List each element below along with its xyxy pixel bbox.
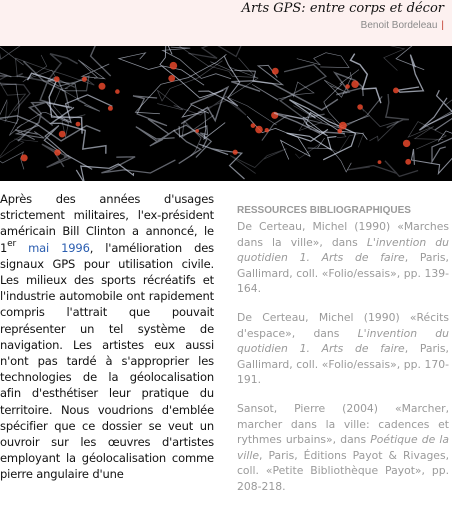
trace-map-2 (101, 46, 382, 179)
gps-trace-line (0, 133, 38, 159)
gps-trace-line (23, 55, 68, 89)
reference-text: De Certeau, Michel (1990) «Marches dans la ville», dans (237, 220, 449, 248)
gps-trace-line (188, 46, 242, 58)
article-title: Arts GPS: entre corps et décor (242, 1, 444, 16)
gps-trace-line (18, 54, 78, 82)
trace-map-3 (274, 46, 452, 176)
gps-hotspot (195, 129, 199, 133)
gps-trace-line (0, 152, 24, 181)
gps-hotspot (345, 84, 350, 89)
separator: | (441, 20, 444, 31)
gps-hotspot (168, 75, 175, 82)
reference-text: , Paris, Gallimard, coll. «Folio/essais», pp. 170-191. (237, 342, 449, 386)
gps-trace-line (445, 53, 452, 105)
gps-trace-line (199, 144, 244, 179)
gps-hotspot (403, 140, 410, 147)
gps-hotspot (378, 160, 382, 164)
gps-trace-line (419, 90, 452, 130)
gps-trace-line (0, 46, 24, 65)
reference-item (237, 310, 449, 387)
reference-text: Sansot, Pierre (2004) «Marcher, marcher dans la ville: cadences et rythmes urbains», dans (237, 402, 449, 446)
date-link[interactable]: mai 1996 (28, 241, 90, 255)
gps-hotspot (351, 80, 359, 88)
author-line (361, 20, 444, 31)
reference-text: De Certeau, Michel (1990) «Récits d'espace», dans (237, 311, 449, 339)
gps-hotspot (393, 88, 399, 94)
gps-hotspot (233, 150, 238, 155)
gps-hotspot (255, 126, 263, 134)
reference-title: L'invention du quotidien 1. Arts de faire (237, 327, 449, 355)
gps-hotspot (251, 123, 256, 128)
gps-trace-line (0, 115, 100, 141)
gps-trace-line (53, 89, 85, 137)
gps-trace-line (136, 127, 175, 146)
gps-hotspot (54, 76, 60, 82)
gps-hotspot (357, 104, 363, 110)
gps-trace-line (351, 54, 381, 104)
gps-trace-line (181, 87, 228, 124)
reference-text: , Paris, Éditions Payot & Rivages, coll. «Petite Bibliothèque Payot», pp. 208-218. (237, 449, 449, 493)
gps-hotspot (76, 122, 81, 127)
reference-title: Poétique de la ville (237, 433, 449, 461)
gps-hotspot (265, 128, 269, 132)
gps-hotspot (21, 154, 28, 161)
gps-trace-line (23, 61, 69, 107)
gps-trace-line (398, 55, 424, 93)
intro-text (0, 191, 214, 483)
gps-hotspot (115, 89, 120, 94)
gps-trace-line (0, 76, 25, 121)
gps-trace-line (101, 157, 175, 173)
gps-hotspot (337, 129, 342, 134)
gps-trace-line (42, 144, 71, 167)
bibliography (237, 203, 449, 508)
gps-trace-line (335, 73, 363, 96)
ordinal-suffix: er (7, 239, 16, 249)
gps-trace-banner (0, 46, 452, 181)
gps-hotspot (59, 131, 66, 138)
gps-hotspot (108, 106, 113, 111)
gps-hotspot (339, 122, 347, 130)
author-name[interactable]: Benoit Bordeleau (361, 20, 438, 31)
intro-part1: Après des années d'usages strictement militaires, l'ex-président américain Bill Clinton a annoncé, le 1 (0, 192, 214, 255)
reference-title: L'invention du quotidien 1. Arts de faire (237, 236, 449, 264)
article-header (0, 0, 452, 46)
gps-trace-image (0, 46, 452, 181)
gps-hotspot (170, 62, 178, 70)
reference-item (237, 219, 449, 296)
gps-trace-line (386, 94, 409, 128)
gps-hotspot (99, 83, 106, 90)
gps-trace-line (297, 53, 349, 68)
reference-item (237, 401, 449, 493)
bibliography-heading: RESSOURCES BIBLIOGRAPHIQUES (237, 203, 449, 218)
reference-text: , Paris, Gallimard, coll. «Folio/essais», pp. 139-164. (237, 251, 449, 295)
gps-trace-line (15, 125, 44, 139)
gps-hotspot (54, 149, 60, 155)
gps-hotspot (82, 77, 87, 82)
trace-map-1 (0, 46, 134, 181)
gps-hotspot (272, 68, 279, 75)
intro-part2: , l'amélioration des signaux GPS pour utilisation civile. Les milieux des sports récréatifs et l'industrie automobile ont rapidement compris l'attrait que pouvait représenter un tel système de navigation. Les artistes eux aussi n'ont pas tardé à s'approprier les technologies de la géolocalisation afin d'esthétiser leur pratique du territoire. Nous voudrions d'emblée spécifier que ce dossier se veut un ouvroir sur les œuvres d'artistes employant la géolocalisation comme pierre angulaire d'une (0, 241, 214, 482)
gps-hotspot (405, 159, 411, 165)
gps-trace-line (59, 46, 111, 76)
